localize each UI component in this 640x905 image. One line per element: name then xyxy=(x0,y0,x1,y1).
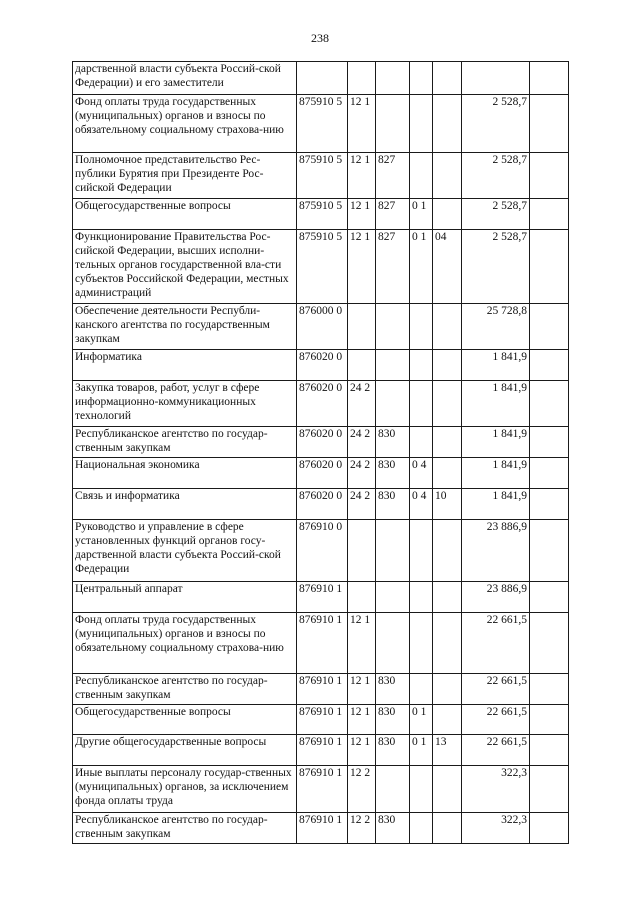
extra-cell xyxy=(530,766,569,813)
subsection-code-cell xyxy=(433,458,462,489)
subsection-code-cell xyxy=(433,582,462,613)
subsection-code-cell: 13 xyxy=(433,735,462,766)
table-row xyxy=(73,489,569,520)
amount-cell: 23 886,9 xyxy=(462,520,530,582)
table-row xyxy=(73,813,569,844)
subsection-code-cell xyxy=(433,95,462,153)
extra-cell xyxy=(530,735,569,766)
section-code-cell xyxy=(410,95,433,153)
amount-cell xyxy=(462,62,530,95)
row-name-cell: Республиканское агентство по государ-ственным закупкам xyxy=(73,813,297,844)
target-article-code-cell: 876020 0 xyxy=(297,489,348,520)
expense-type-code-cell: 24 2 xyxy=(348,427,376,458)
expense-type-code-cell: 12 1 xyxy=(348,735,376,766)
subsection-code-cell xyxy=(433,381,462,427)
extra-cell xyxy=(530,582,569,613)
subsection-code-cell: 04 xyxy=(433,230,462,304)
ministry-code-cell: 830 xyxy=(376,674,410,705)
target-article-code-cell: 876020 0 xyxy=(297,350,348,381)
amount-cell: 2 528,7 xyxy=(462,95,530,153)
ministry-code-cell xyxy=(376,766,410,813)
row-name-cell: Информатика xyxy=(73,350,297,381)
section-code-cell xyxy=(410,520,433,582)
table-row xyxy=(73,62,569,95)
extra-cell xyxy=(530,350,569,381)
ministry-code-cell xyxy=(376,381,410,427)
budget-table-body xyxy=(73,62,569,844)
table-row xyxy=(73,153,569,199)
table-row xyxy=(73,230,569,304)
target-article-code-cell: 876910 1 xyxy=(297,674,348,705)
extra-cell xyxy=(530,813,569,844)
table-row xyxy=(73,458,569,489)
ministry-code-cell: 827 xyxy=(376,153,410,199)
section-code-cell xyxy=(410,766,433,813)
subsection-code-cell xyxy=(433,304,462,350)
section-code-cell xyxy=(410,350,433,381)
ministry-code-cell xyxy=(376,520,410,582)
amount-cell: 1 841,9 xyxy=(462,489,530,520)
ministry-code-cell: 830 xyxy=(376,735,410,766)
subsection-code-cell xyxy=(433,613,462,674)
extra-cell xyxy=(530,705,569,735)
expense-type-code-cell: 12 1 xyxy=(348,613,376,674)
section-code-cell xyxy=(410,813,433,844)
target-article-code-cell: 876910 1 xyxy=(297,613,348,674)
extra-cell xyxy=(530,304,569,350)
ministry-code-cell xyxy=(376,582,410,613)
section-code-cell: 0 4 xyxy=(410,458,433,489)
extra-cell xyxy=(530,153,569,199)
expense-type-code-cell: 12 1 xyxy=(348,199,376,230)
target-article-code-cell: 875910 5 xyxy=(297,230,348,304)
ministry-code-cell xyxy=(376,62,410,95)
target-article-code-cell: 876910 1 xyxy=(297,705,348,735)
row-name-cell: Другие общегосударственные вопросы xyxy=(73,735,297,766)
amount-cell: 2 528,7 xyxy=(462,230,530,304)
section-code-cell xyxy=(410,613,433,674)
row-name-cell: Республиканское агентство по государ-ственным закупкам xyxy=(73,674,297,705)
subsection-code-cell xyxy=(433,62,462,95)
extra-cell xyxy=(530,489,569,520)
row-name-cell: Центральный аппарат xyxy=(73,582,297,613)
section-code-cell xyxy=(410,62,433,95)
table-row xyxy=(73,582,569,613)
row-name-cell: Обеспечение деятельности Республи-канского агентства по государственным закупкам xyxy=(73,304,297,350)
budget-table xyxy=(72,61,569,844)
subsection-code-cell xyxy=(433,813,462,844)
expense-type-code-cell: 12 1 xyxy=(348,230,376,304)
section-code-cell: 0 1 xyxy=(410,735,433,766)
ministry-code-cell xyxy=(376,613,410,674)
row-name-cell: Общегосударственные вопросы xyxy=(73,199,297,230)
amount-cell: 1 841,9 xyxy=(462,350,530,381)
table-row xyxy=(73,304,569,350)
table-row xyxy=(73,95,569,153)
target-article-code-cell: 875910 5 xyxy=(297,153,348,199)
row-name-cell: Республиканское агентство по государ-ственным закупкам xyxy=(73,427,297,458)
subsection-code-cell xyxy=(433,199,462,230)
row-name-cell: Руководство и управление в сфере установленных функций органов госу-дарственной власти субъекта Россий-ской Федерации xyxy=(73,520,297,582)
ministry-code-cell: 830 xyxy=(376,813,410,844)
subsection-code-cell: 10 xyxy=(433,489,462,520)
row-name-cell: Иные выплаты персоналу государ-ственных (муниципальных) органов, за исключением фонда оплаты труда xyxy=(73,766,297,813)
target-article-code-cell xyxy=(297,62,348,95)
ministry-code-cell: 827 xyxy=(376,199,410,230)
target-article-code-cell: 876910 1 xyxy=(297,766,348,813)
amount-cell: 322,3 xyxy=(462,766,530,813)
target-article-code-cell: 876910 0 xyxy=(297,520,348,582)
subsection-code-cell xyxy=(433,427,462,458)
row-name-cell: дарственной власти субъекта Россий-ской Федерации) и его заместители xyxy=(73,62,297,95)
section-code-cell xyxy=(410,381,433,427)
section-code-cell xyxy=(410,304,433,350)
subsection-code-cell xyxy=(433,153,462,199)
ministry-code-cell: 830 xyxy=(376,427,410,458)
amount-cell: 22 661,5 xyxy=(462,613,530,674)
expense-type-code-cell: 12 2 xyxy=(348,766,376,813)
amount-cell: 1 841,9 xyxy=(462,381,530,427)
target-article-code-cell: 875910 5 xyxy=(297,199,348,230)
expense-type-code-cell: 12 1 xyxy=(348,705,376,735)
table-row xyxy=(73,520,569,582)
extra-cell xyxy=(530,381,569,427)
section-code-cell: 0 1 xyxy=(410,199,433,230)
target-article-code-cell: 876000 0 xyxy=(297,304,348,350)
extra-cell xyxy=(530,62,569,95)
expense-type-code-cell xyxy=(348,520,376,582)
expense-type-code-cell: 24 2 xyxy=(348,458,376,489)
expense-type-code-cell: 12 2 xyxy=(348,813,376,844)
ministry-code-cell xyxy=(376,304,410,350)
target-article-code-cell: 876910 1 xyxy=(297,735,348,766)
ministry-code-cell xyxy=(376,95,410,153)
table-row xyxy=(73,705,569,735)
subsection-code-cell xyxy=(433,350,462,381)
row-name-cell: Закупка товаров, работ, услуг в сфере информационно-коммуникационных технологий xyxy=(73,381,297,427)
extra-cell xyxy=(530,199,569,230)
extra-cell xyxy=(530,520,569,582)
section-code-cell xyxy=(410,582,433,613)
table-row xyxy=(73,199,569,230)
row-name-cell: Общегосударственные вопросы xyxy=(73,705,297,735)
table-row xyxy=(73,735,569,766)
expense-type-code-cell: 24 2 xyxy=(348,489,376,520)
expense-type-code-cell: 24 2 xyxy=(348,381,376,427)
extra-cell xyxy=(530,458,569,489)
section-code-cell: 0 1 xyxy=(410,230,433,304)
expense-type-code-cell: 12 1 xyxy=(348,153,376,199)
target-article-code-cell: 876910 1 xyxy=(297,582,348,613)
expense-type-code-cell: 12 1 xyxy=(348,674,376,705)
ministry-code-cell: 830 xyxy=(376,489,410,520)
row-name-cell: Фонд оплаты труда государственных (муниципальных) органов и взносы по обязательному социальному страхова-нию xyxy=(73,613,297,674)
page-number: 238 xyxy=(311,31,329,45)
ministry-code-cell xyxy=(376,350,410,381)
row-name-cell: Полномочное представительство Рес-публики Бурятия при Президенте Рос-сийской Федерации xyxy=(73,153,297,199)
section-code-cell xyxy=(410,674,433,705)
extra-cell xyxy=(530,230,569,304)
target-article-code-cell: 876020 0 xyxy=(297,458,348,489)
extra-cell xyxy=(530,674,569,705)
extra-cell xyxy=(530,95,569,153)
expense-type-code-cell xyxy=(348,304,376,350)
amount-cell: 2 528,7 xyxy=(462,153,530,199)
table-row xyxy=(73,427,569,458)
target-article-code-cell: 876020 0 xyxy=(297,381,348,427)
ministry-code-cell: 827 xyxy=(376,230,410,304)
amount-cell: 23 886,9 xyxy=(462,582,530,613)
extra-cell xyxy=(530,427,569,458)
amount-cell: 1 841,9 xyxy=(462,458,530,489)
row-name-cell: Связь и информатика xyxy=(73,489,297,520)
row-name-cell: Функционирование Правительства Рос-сийской Федерации, высших исполни-тельных органов государственной вла-сти субъектов Российской Федерации, местных администраций xyxy=(73,230,297,304)
amount-cell: 322,3 xyxy=(462,813,530,844)
ministry-code-cell: 830 xyxy=(376,458,410,489)
expense-type-code-cell xyxy=(348,582,376,613)
target-article-code-cell: 876020 0 xyxy=(297,427,348,458)
subsection-code-cell xyxy=(433,766,462,813)
subsection-code-cell xyxy=(433,520,462,582)
amount-cell: 1 841,9 xyxy=(462,427,530,458)
table-row xyxy=(73,350,569,381)
section-code-cell: 0 4 xyxy=(410,489,433,520)
subsection-code-cell xyxy=(433,705,462,735)
row-name-cell: Фонд оплаты труда государственных (муниципальных) органов и взносы по обязательному социальному страхова-нию xyxy=(73,95,297,153)
extra-cell xyxy=(530,613,569,674)
amount-cell: 22 661,5 xyxy=(462,674,530,705)
section-code-cell: 0 1 xyxy=(410,705,433,735)
target-article-code-cell: 875910 5 xyxy=(297,95,348,153)
amount-cell: 2 528,7 xyxy=(462,199,530,230)
table-row xyxy=(73,381,569,427)
table-row xyxy=(73,674,569,705)
row-name-cell: Национальная экономика xyxy=(73,458,297,489)
amount-cell: 22 661,5 xyxy=(462,705,530,735)
expense-type-code-cell: 12 1 xyxy=(348,95,376,153)
amount-cell: 25 728,8 xyxy=(462,304,530,350)
section-code-cell xyxy=(410,153,433,199)
subsection-code-cell xyxy=(433,674,462,705)
table-row xyxy=(73,613,569,674)
amount-cell: 22 661,5 xyxy=(462,735,530,766)
table-row xyxy=(73,766,569,813)
expense-type-code-cell xyxy=(348,62,376,95)
target-article-code-cell: 876910 1 xyxy=(297,813,348,844)
section-code-cell xyxy=(410,427,433,458)
ministry-code-cell: 830 xyxy=(376,705,410,735)
expense-type-code-cell xyxy=(348,350,376,381)
